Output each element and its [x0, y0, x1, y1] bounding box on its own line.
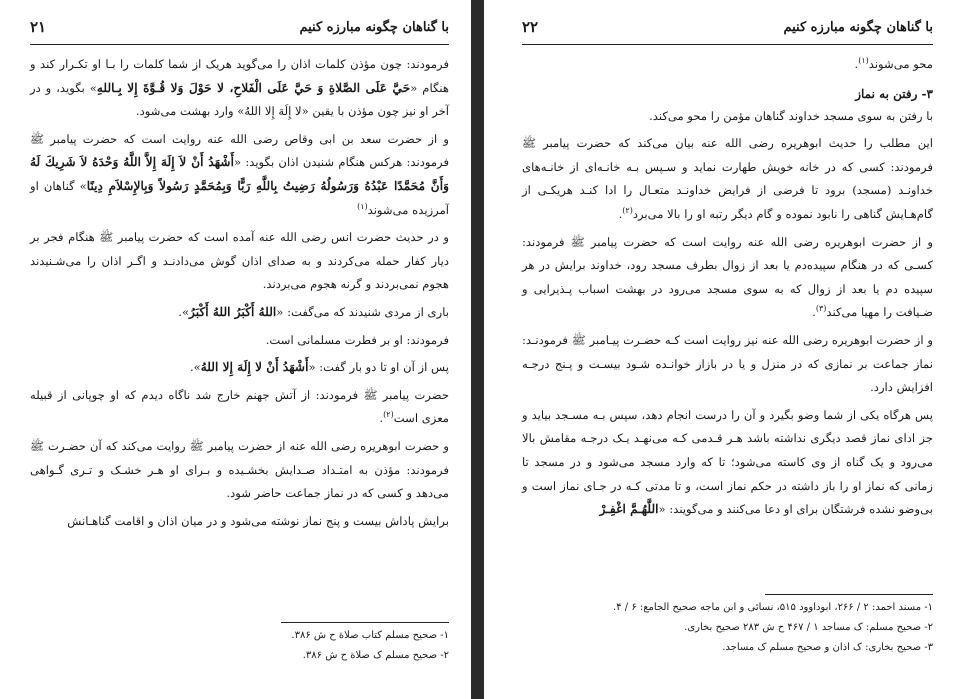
text-run: و از حضرت سعد بن ابی وقاص رضی الله عنه روایت است که حضرت پیامبر ﷺ فرمودند: هرکس هنگام شنیدن اذان بگوید: « — [30, 131, 449, 170]
section-heading: ۳- رفتن به نماز — [855, 86, 933, 101]
continuation-line: محو می‌شوند$^{(۱)}$. — [854, 56, 933, 71]
text-run: و حضرت ابوهریره رضی الله عنه از حضرت پیامبر ﷺ روایت می‌کند که آن حضـرت ﷺ فرمودند: مؤذن به امتـداد صـدایش بخشـیده و بـرای او هـر خشـک و تـری گـواهی می‌دهد و کسی که در نماز جماعت حاضر شود. — [30, 438, 449, 501]
text-run: فرمودند: او بر فطرت مسلمانی است. — [265, 332, 449, 347]
text-run: پس هرگاه یکی از شما وضو بگیرد و آن را درست انجام دهد، سپس بـه مسـجد بیاید و جز ادای نماز قصد دیگری نداشته باشد هـر قـدمی کـه می‌نهـد یـک درجـه مقامش بالا می‌رود و یک گناه از وی کاسته می‌شود؛ تا که وارد مسجد می‌شود و در مسجد تا زمانی که نماز او را باز داشته در حکم نماز است، و تا مدتی کـه در جـای نماز است و بی‌وضو نشده فرشتگان برای او دعا می‌کنند و می‌گویند: « — [522, 407, 933, 517]
text-run: باری از مردی شنیدند که می‌گفت: « — [276, 304, 449, 319]
text-run: ». — [178, 304, 190, 319]
text-run: » بگوید، و در آخر او نیز چون مؤذن با یقین «لا إِلَهَ إِلا اللهُ» وارد بهشت می‌شود. — [30, 80, 449, 119]
paragraph — [30, 301, 449, 325]
paragraph — [30, 510, 449, 534]
arabic-quote: اللَّهُـمَّ اغْفِـرْ — [599, 502, 659, 517]
page-number: ۲۱ — [30, 18, 47, 36]
paragraph — [30, 226, 449, 297]
footnote-rule — [765, 594, 933, 595]
footnote-ref: (۲) — [622, 206, 633, 216]
paragraph — [522, 329, 933, 400]
footnote: ۲- صحیح مسلم: ک مساجد ۱ / ۴۶۷ ح ش ۲۸۳ صحیح بخاری. — [684, 622, 933, 633]
footnote: ۱- صحیح مسلم کتاب صلاة ح ش ۳۸۶. — [291, 630, 449, 641]
text-run: » گناهان او آمرزیده می‌شوند — [30, 178, 449, 217]
arabic-quote: أَشْهَدُ أَنْ لا إِلَهَ إِلا اللهُ — [200, 360, 309, 375]
left-page — [0, 0, 471, 699]
right-page — [484, 0, 955, 699]
text-run: و از حضرت ابوهریره رضی الله عنه روایت است که حضرت پیامبر ﷺ فرمودند: کسـی که در هنگام سپیده‌دم یا بعد از زوال بطرف مسجد رود، خداوند برایش در هر سپیده دم یا بعد از زوال که به سوی مسجد می‌رود در بهشت اسباب پـذیرایی و ضـیافت را مهیا می‌کند — [522, 234, 933, 320]
text-run: و از حضرت ابوهریره رضی الله عنه نیز روایت است کـه حضـرت پیـامبر ﷺ فرمودنـد: نماز جماعت بر نمازی که در منزل و یا در بازار خوانـده شـود بیسـت و پـنج درجـه افزایش دارد. — [522, 332, 933, 395]
text-run: پس از آن او تا دو بار گفت: « — [308, 360, 449, 375]
lead-text: محو می‌شوند — [868, 57, 933, 71]
running-title: با گناهان چگونه مبارزه کنیم — [783, 20, 933, 35]
arabic-quote: حَيَّ عَلَى الصَّلاةِ وَ حَيَّ عَلَى الْفَلاحِ، لا حَوْلَ وَلا قُـوَّةَ إِلا بِـاللهِ — [96, 80, 411, 95]
paragraph — [522, 231, 933, 325]
footnote-ref: (۱) — [357, 201, 368, 211]
arabic-quote: أَشْهَدُ أَنْ لاَ إِلَهَ إِلاَّ اللَّهُ وَحْدَهُ لاَ شَرِيكَ لَهُ وَأَنَّ مُحَمَّدًا عَبْدُهُ وَرَسُولُهُ رَضِيتُ بِاللَّهِ رَبًّا وَبِمُحَمَّدٍ رَسُولاً وَبِالإِسْلاَمِ دِينًا — [30, 155, 449, 193]
footnote-ref: (۳) — [815, 304, 827, 314]
text-run: و در حدیث حضرت انس رضی الله عنه آمده است که حضرت پیامبر ﷺ هنگام فجر بر دیار کفار حمله می‌کردند و به صدای اذان گوش می‌دادنـد و اگـر اذان را می‌شـنیدند هجوم نمی‌بردند و گرنه هجوم می‌بردند. — [30, 230, 449, 292]
text-run: . — [618, 206, 623, 221]
page-header — [522, 8, 933, 45]
paragraph — [30, 384, 449, 431]
paragraph — [522, 105, 933, 129]
footnote: ۲- صحیح مسلم ک صلاة ح ش ۳۸۶. — [302, 650, 449, 661]
paragraph — [30, 356, 449, 380]
paragraph — [522, 132, 933, 226]
text-run: فرمودند: چون مؤذن کلمات اذان را می‌گوید هریک از شما کلمات را بـا او تکـرار کند و هنگام « — [30, 57, 449, 95]
text-run: ». — [189, 360, 201, 375]
footnote-rule — [281, 622, 449, 623]
running-title: با گناهان چگونه مبارزه کنیم — [299, 20, 449, 35]
text-run: . — [379, 411, 384, 426]
paragraph — [30, 435, 449, 506]
page-number: ۲۲ — [522, 18, 539, 36]
footnote: ۱- مسند احمد: ۲ / ۲۶۶، ابوداوود ۵۱۵، نسائی و ابن ماجه صحیح الجامع: ۶ / ۴. — [613, 602, 933, 613]
text-run: با رفتن به سوی مسجد خداوند گناهان مؤمن را محو می‌کند. — [649, 108, 933, 123]
page-body — [522, 53, 933, 522]
footnotes — [522, 598, 933, 658]
text-run: حضرت پیامبر ﷺ فرمودند: از آتش جهنم خارج شد ناگاه دیدم که او چوپانی از قبیله معزی است — [30, 387, 449, 426]
paragraph — [30, 53, 449, 124]
arabic-quote: اللهُ أَكْبَرُ اللهُ أَكْبَرُ — [189, 304, 277, 319]
footnotes — [30, 626, 449, 666]
text-run: . — [812, 305, 816, 320]
paragraph — [30, 128, 449, 222]
text-run: برایش پاداش بیست و پنج نماز نوشته می‌شود و در میان اذان و اقامت گناهـانش — [67, 513, 449, 528]
paragraph — [522, 404, 933, 522]
page-body — [30, 53, 449, 533]
footnote: ۳- صحیح بخاری: ک اذان و صحیح مسلم ک مساجد. — [722, 642, 933, 653]
footnote-ref: (۲) — [383, 410, 394, 420]
footnote-ref: (۱) — [858, 56, 869, 66]
paragraph — [30, 329, 449, 353]
book-gutter — [471, 0, 484, 699]
page-header — [30, 8, 449, 45]
text-run: این مطلب را حدیث ابوهریره رضی الله عنه بیان می‌کند که حضرت پیامبر ﷺ فرمودند: کسی که در خانه خویش طهارت نماید و سـپس بـه خانـه‌ای از خانـه‌های خداونـد (مسجد) برود تا فرضی از فرایض خداونـد متعـال را ادا کنـد هریکـی از گام‌هـایش گناهی را نابود نموده و گام دیگر رتبه او را بالا می‌برد — [522, 136, 933, 221]
